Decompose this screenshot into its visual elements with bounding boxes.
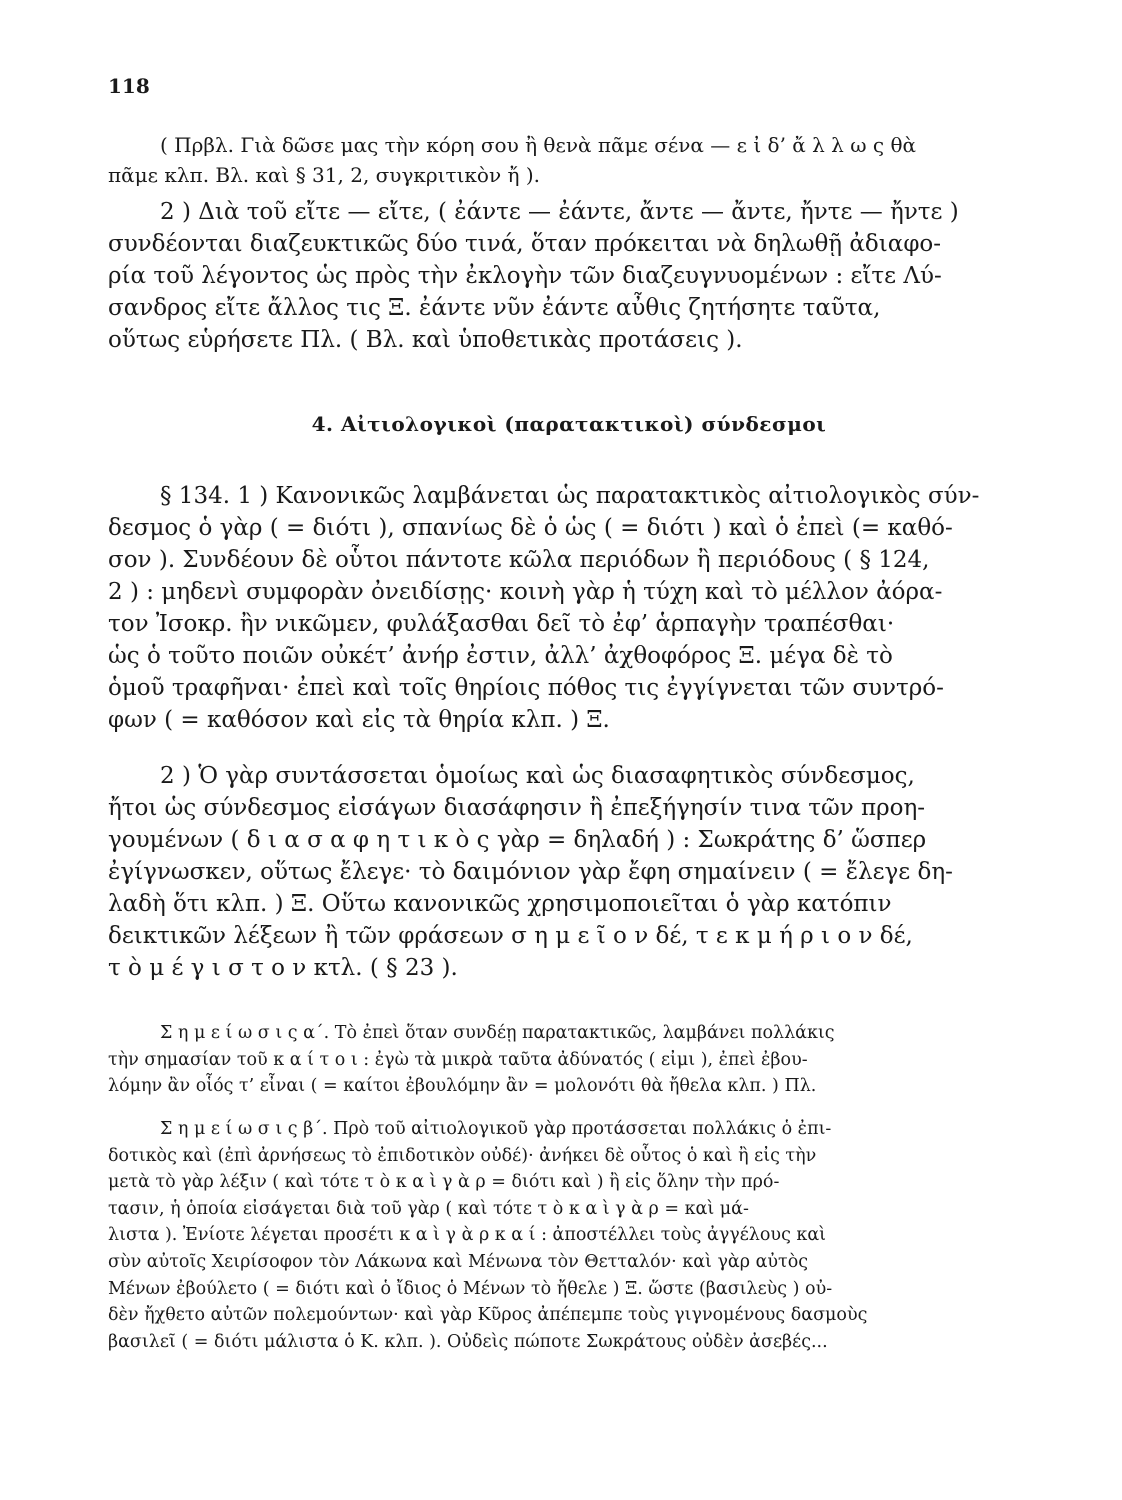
text-line: βασιλεῖ ( = διότι μάλιστα ὁ Κ. κλπ. ). Οὐδεὶς πώποτε Σωκράτους οὐδὲν ἀσεβές...: [108, 1331, 828, 1352]
text-line: δοτικὸς καὶ (ἐπὶ ἀρνήσεως τὸ ἐπιδοτικὸν οὐδέ)· ἀνήκει δὲ οὗτος ὁ καὶ ἢ εἰς τὴν: [108, 1145, 817, 1166]
text-line: Σ η μ ε ί ω σ ι ς α΄. Τὸ ἐπεὶ ὅταν συνδέῃ παρατακτικῶς, λαμβάνει πολλάκις: [160, 1023, 835, 1043]
text-line: πᾶμε κλπ. Βλ. καὶ § 31, 2, συγκριτικὸν ἤ ).: [108, 163, 540, 187]
note-beta: [108, 1116, 1030, 1355]
text-line: Μένων ἐβούλετο ( = διότι καὶ ὁ ἴδιος ὁ Μένων τὸ ἤθελε ) Ξ. ὥστε (βασιλεὺς ) οὐ-: [108, 1278, 833, 1299]
text-line: τ ὸ μ έ γ ι σ τ ο ν κτλ. ( § 23 ).: [108, 955, 458, 981]
text-line: ἤτοι ὡς σύνδεσμος εἰσάγων διασάφησιν ἢ ἐπεξήγησίν τινα τῶν προη-: [108, 795, 926, 821]
text-line: 2 ) : μηδενὶ συμφορὰν ὀνειδίσῃς· κοινὴ γὰρ ἡ τύχη καὶ τὸ μέλλον ἀόρα-: [108, 579, 943, 605]
text-line: τασιν, ἡ ὁποία εἰσάγεται διὰ τοῦ γὰρ ( καὶ τότε τ ὸ κ α ὶ γ ὰ ρ = καὶ μά-: [108, 1198, 749, 1219]
paragraph-2: [108, 196, 1030, 356]
text-line: μετὰ τὸ γὰρ λέξιν ( καὶ τότε τ ὸ κ α ὶ γ ὰ ρ = διότι καὶ ) ἢ εἰς ὅλην τὴν πρό-: [108, 1172, 780, 1193]
text-line: § 134. 1 ) Κανονικῶς λαμβάνεται ὡς παρατακτικὸς αἰτιολογικὸς σύν-: [160, 483, 980, 509]
section-134-part-2: [108, 760, 1030, 984]
text-line: γουμένων ( δ ι α σ α φ η τ ι κ ὸ ς γὰρ = δηλαδή ) : Σωκράτης δ’ ὥσπερ: [108, 827, 927, 853]
note-alpha: [108, 1020, 1030, 1100]
text-line: συνδέονται διαζευκτικῶς δύο τινά, ὅταν πρόκειται νὰ δηλωθῇ ἀδιαφο-: [108, 231, 942, 257]
text-line: σανδρος εἴτε ἄλλος τις Ξ. ἐάντε νῦν ἐάντε αὖθις ζητήσητε ταῦτα,: [108, 295, 881, 321]
text-line: 2 ) Διὰ τοῦ εἴτε — εἴτε, ( ἐάντε — ἐάντε, ἄντε — ἄντε, ἤντε — ἤντε ): [160, 199, 959, 225]
text-line: οὕτως εὑρήσετε Πλ. ( Βλ. καὶ ὑποθετικὰς προτάσεις ).: [108, 327, 743, 353]
text-line: ἐγίγνωσκεν, οὕτως ἔλεγε· τὸ δαιμόνιον γὰρ ἔφη σημαίνειν ( = ἔλεγε δη-: [108, 859, 953, 885]
text-line: δεσμος ὁ γὰρ ( = διότι ), σπανίως δὲ ὁ ὡς ( = διότι ) καὶ ὁ ἐπεὶ (= καθό-: [108, 515, 953, 541]
text-line: φων ( = καθόσον καὶ εἰς τὰ θηρία κλπ. ) Ξ.: [108, 707, 610, 733]
section-134: [108, 480, 1030, 736]
text-line: λόμην ἂν οἷός τ’ εἶναι ( = καίτοι ἐβουλόμην ἂν = μολονότι θὰ ἤθελα κλπ. ) Πλ.: [108, 1076, 817, 1097]
text-line: σον ). Συνδέουν δὲ οὗτοι πάντοτε κῶλα περιόδων ἢ περιόδους ( § 124,: [108, 547, 930, 573]
text-line: ( Πρβλ. Γιὰ δῶσε μας τὴν κόρη σου ἢ θενὰ πᾶμε σένα — ε ἰ δ’ ἄ λ λ ω ς θὰ: [160, 133, 916, 157]
text-line: δεικτικῶν λέξεων ἢ τῶν φράσεων σ η μ ε ῖ ο ν δέ, τ ε κ μ ή ρ ι ο ν δέ,: [108, 923, 913, 949]
text-line: ρία τοῦ λέγοντος ὡς πρὸς τὴν ἐκλογὴν τῶν διαζευγνυομένων : εἴτε Λύ-: [108, 263, 942, 289]
text-line: ὁμοῦ τραφῆναι· ἐπεὶ καὶ τοῖς θηρίοις πόθος τις ἐγγίγνεται τῶν συντρό-: [108, 675, 944, 701]
text-line: 2 ) Ὁ γὰρ συντάσσεται ὁμοίως καὶ ὡς διασαφητικὸς σύνδεσμος,: [160, 763, 915, 789]
text-line: λιστα ). Ἐνίοτε λέγεται προσέτι κ α ὶ γ ὰ ρ κ α ί : ἀποστέλλει τοὺς ἀγγέλους καὶ: [108, 1225, 827, 1246]
text-line: τὴν σημασίαν τοῦ κ α ί τ ο ι : ἐγὼ τὰ μικρὰ ταῦτα ἀδύνατός ( εἰμι ), ἐπεὶ ἐβου-: [108, 1049, 808, 1070]
page-number: 118: [108, 74, 150, 98]
text-line: τον Ἰσοκρ. ἢν νικῶμεν, φυλάξασθαι δεῖ τὸ ἐφ’ ἁρπαγὴν τραπέσθαι·: [108, 611, 895, 637]
text-line: λαδὴ ὅτι κλπ. ) Ξ. Οὕτω κανονικῶς χρησιμοποιεῖται ὁ γὰρ κατόπιν: [108, 891, 892, 917]
text-line: δὲν ἤχθετο αὐτῶν πολεμούντων· καὶ γὰρ Κῦρος ἀπέπεμπε τοὺς γιγνομένους δασμοὺς: [108, 1305, 868, 1326]
text-line: Σ η μ ε ί ω σ ι ς β΄. Πρὸ τοῦ αἰτιολογικοῦ γὰρ προτάσσεται πολλάκις ὁ ἐπι-: [160, 1119, 832, 1139]
section-heading: 4. Αἰτιολογικοὶ (παρατακτικοὶ) σύνδεσμοι: [311, 412, 827, 436]
intro-paragraph: [108, 130, 1030, 190]
text-line: σὺν αὐτοῖς Χειρίσοφον τὸν Λάκωνα καὶ Μένωνα τὸν Θετταλόν· καὶ γὰρ αὐτὸς: [108, 1251, 809, 1272]
text-line: ὡς ὁ τοῦτο ποιῶν οὐκέτ’ ἀνήρ ἐστιν, ἀλλ’ ἀχθοφόρος Ξ. μέγα δὲ τὸ: [108, 643, 893, 669]
